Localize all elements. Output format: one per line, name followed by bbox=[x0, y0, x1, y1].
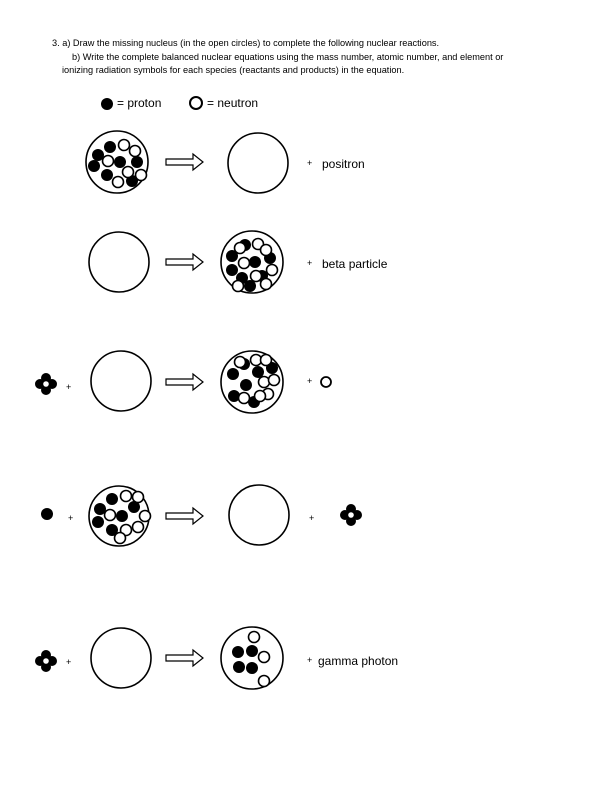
legend-proton-label: = proton bbox=[117, 96, 162, 110]
question-line-b: b) Write the complete balanced nuclear equations using the mass number, atomic number, and element or bbox=[72, 51, 504, 62]
product-label-beta: beta particle bbox=[322, 257, 388, 271]
product-nucleus bbox=[221, 351, 283, 413]
reaction-3 bbox=[35, 351, 331, 413]
product-label-gamma: gamma photon bbox=[318, 654, 399, 668]
reactant-nucleus bbox=[89, 486, 151, 546]
alpha-particle bbox=[340, 504, 362, 526]
alpha-particle bbox=[35, 650, 57, 672]
missing-nucleus-circle[interactable] bbox=[91, 628, 151, 688]
reaction-arrow bbox=[166, 254, 203, 270]
plus-sign: + bbox=[307, 376, 313, 386]
missing-nucleus-circle[interactable] bbox=[228, 133, 288, 193]
plus-sign: + bbox=[307, 258, 313, 268]
reaction-arrow bbox=[166, 508, 203, 524]
missing-nucleus-circle[interactable] bbox=[91, 351, 151, 411]
reaction-arrow bbox=[166, 650, 203, 666]
product-nucleus bbox=[221, 231, 283, 293]
product-label-positron: positron bbox=[322, 157, 365, 171]
plus-sign: + bbox=[66, 657, 72, 667]
reaction-1 bbox=[86, 131, 288, 193]
reaction-5 bbox=[35, 627, 283, 689]
plus-sign: + bbox=[307, 655, 313, 665]
plus-sign: + bbox=[66, 382, 72, 392]
question-line-c: ionizing radiation symbols for each species (reactants and products) in the equation. bbox=[62, 65, 405, 75]
reaction-arrow bbox=[166, 154, 203, 170]
missing-nucleus-circle[interactable] bbox=[89, 232, 149, 292]
proton-icon bbox=[41, 508, 53, 520]
question-line-a: 3. a) Draw the missing nucleus (in the open circles) to complete the following nuclear reactions. bbox=[52, 38, 440, 48]
neutron-icon bbox=[321, 377, 331, 387]
plus-sign: + bbox=[309, 513, 315, 523]
reaction-2 bbox=[89, 231, 283, 293]
product-nucleus bbox=[221, 627, 283, 689]
proton-legend-icon bbox=[101, 98, 113, 110]
reaction-arrow bbox=[166, 374, 203, 390]
legend-neutron-label: = neutron bbox=[207, 96, 259, 110]
neutron-legend-icon bbox=[190, 97, 202, 109]
plus-sign: + bbox=[307, 158, 313, 168]
missing-nucleus-circle[interactable] bbox=[229, 485, 289, 545]
plus-sign: + bbox=[68, 513, 74, 523]
reactant-nucleus bbox=[86, 131, 148, 193]
alpha-particle bbox=[35, 373, 57, 395]
